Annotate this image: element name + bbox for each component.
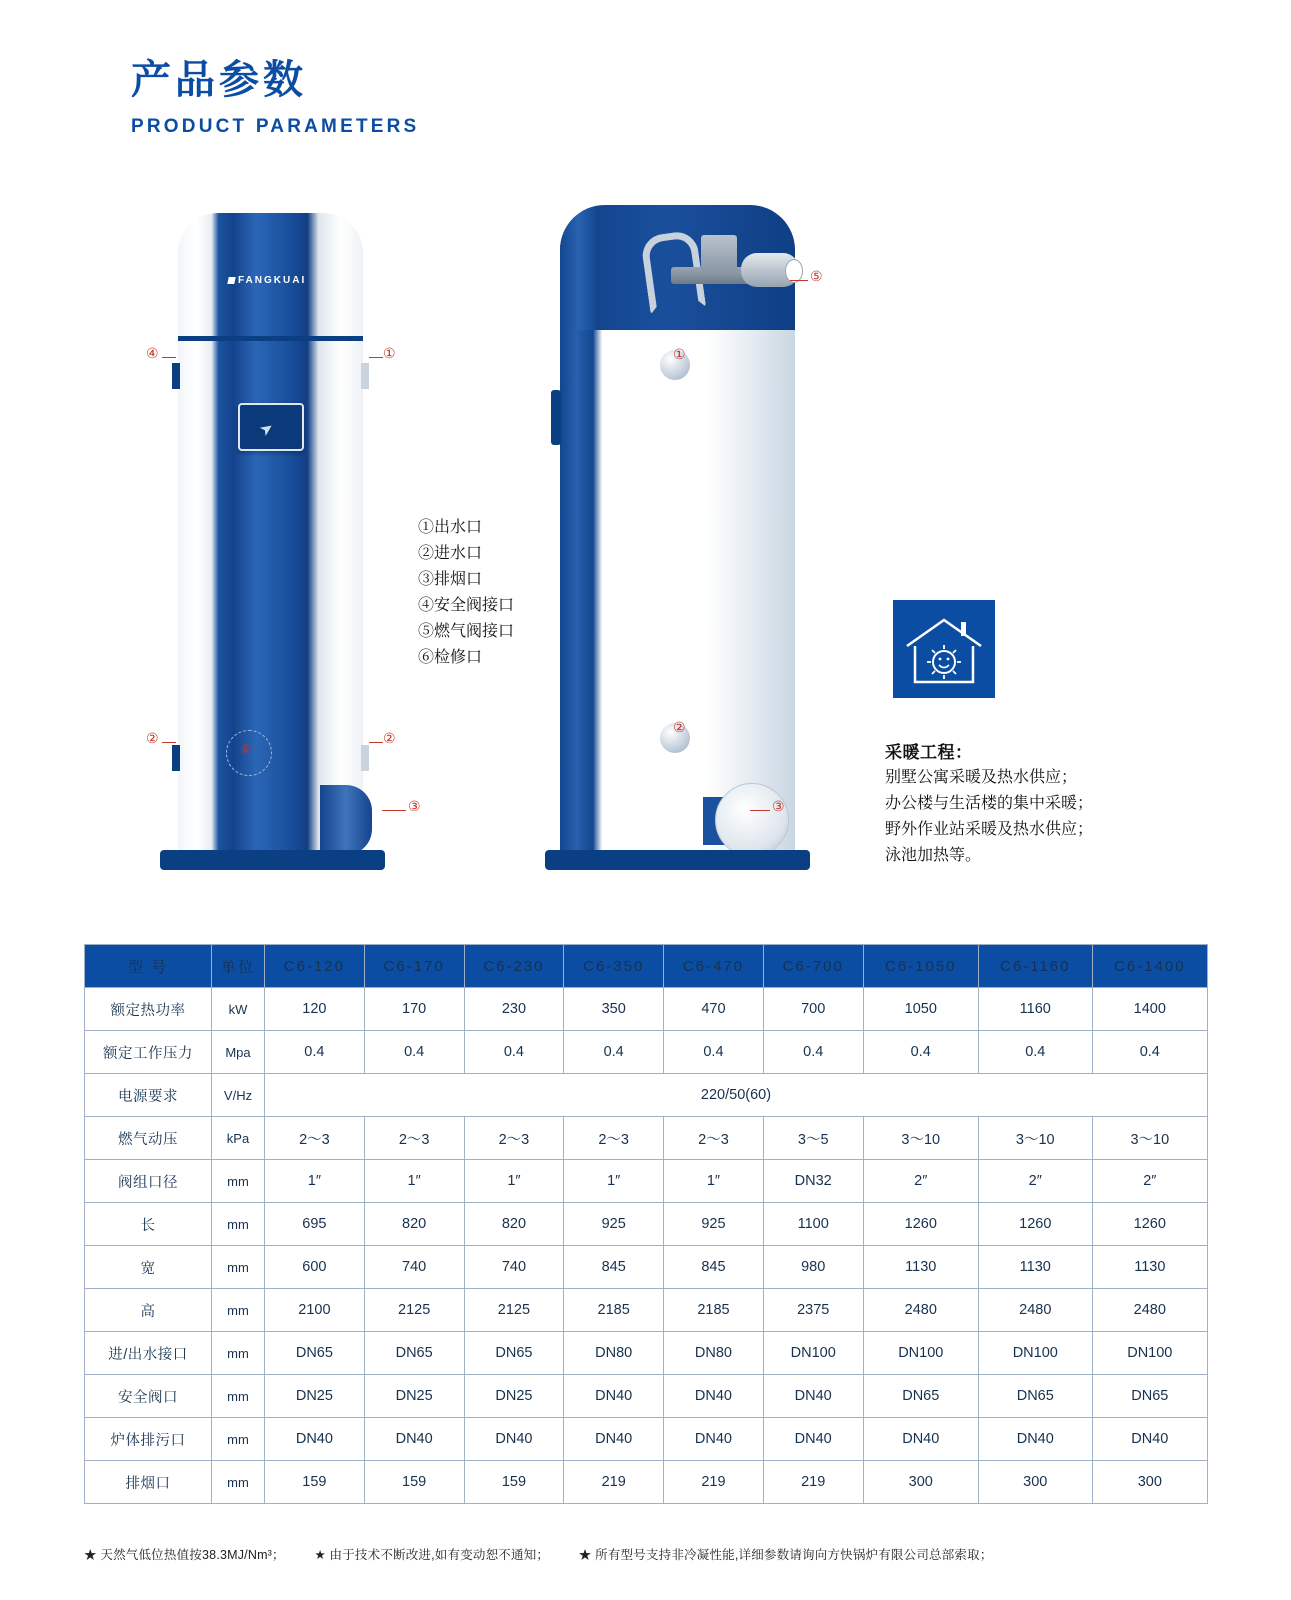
row-unit: mm — [212, 1289, 265, 1332]
cell: 1″ — [564, 1160, 664, 1203]
footnotes — [84, 1545, 1214, 1563]
callout-2-side: ② — [673, 719, 686, 735]
cell: 1260 — [978, 1203, 1092, 1246]
row-label: 高 — [85, 1289, 212, 1332]
cell: DN40 — [364, 1418, 464, 1461]
header-unit: 单位 — [212, 945, 265, 988]
legend-list — [418, 515, 514, 671]
table-row — [85, 1117, 1208, 1160]
cell: 159 — [364, 1461, 464, 1504]
cell: 1″ — [664, 1160, 764, 1203]
callout-2-front-right-leader — [369, 742, 383, 743]
callout-3-front: ③ — [408, 798, 421, 814]
cell: 3～10 — [1092, 1117, 1207, 1160]
cell: 980 — [763, 1246, 863, 1289]
cell: 2″ — [1092, 1160, 1207, 1203]
row-unit: kW — [212, 988, 265, 1031]
side-flue-drum — [715, 783, 789, 857]
cell: DN40 — [1092, 1418, 1207, 1461]
callout-2-front-left-leader — [162, 742, 176, 743]
cell: 1100 — [763, 1203, 863, 1246]
cell: 2480 — [978, 1289, 1092, 1332]
callout-2-front-right: ② — [383, 730, 396, 746]
cell: DN40 — [265, 1418, 365, 1461]
page-title-en: PRODUCT PARAMETERS — [131, 116, 420, 137]
header-col-9: C6-1400 — [1092, 945, 1207, 988]
row-label: 燃气动压 — [85, 1117, 212, 1160]
cell: 350 — [564, 988, 664, 1031]
cell: 1050 — [863, 988, 978, 1031]
cell: 3～10 — [978, 1117, 1092, 1160]
row-unit: mm — [212, 1418, 265, 1461]
front-flue-drum — [320, 785, 372, 855]
valve-block — [701, 235, 737, 271]
cell: 1130 — [978, 1246, 1092, 1289]
cell: DN40 — [763, 1418, 863, 1461]
cell: DN65 — [1092, 1375, 1207, 1418]
legend-item-6: ⑥检修口 — [418, 649, 483, 666]
cell: 2185 — [564, 1289, 664, 1332]
cell: 2125 — [464, 1289, 564, 1332]
application-title: 采暖工程： — [885, 743, 973, 762]
cell: 2～3 — [664, 1117, 764, 1160]
application-line-3: 野外作业站采暖及热水供应； — [885, 821, 1094, 838]
cell: DN40 — [863, 1418, 978, 1461]
legend-item-1: ①出水口 — [418, 519, 483, 536]
table-row — [85, 1375, 1208, 1418]
panel-arrow-icon: ➤ — [256, 418, 278, 441]
cell: 0.4 — [664, 1031, 764, 1074]
cell: 740 — [364, 1246, 464, 1289]
legend-item-2: ②进水口 — [418, 545, 483, 562]
callout-3-front-leader — [382, 810, 406, 811]
row-label: 排烟口 — [85, 1461, 212, 1504]
cell: 3～5 — [763, 1117, 863, 1160]
cell: DN40 — [564, 1375, 664, 1418]
application-lines — [885, 765, 1093, 869]
cell: 1160 — [978, 988, 1092, 1031]
row-unit: mm — [212, 1203, 265, 1246]
cell: 300 — [863, 1461, 978, 1504]
table-header-row — [85, 945, 1208, 988]
front-base — [160, 850, 385, 870]
callout-3-side-leader — [750, 810, 770, 811]
cell: 219 — [664, 1461, 764, 1504]
cell: DN40 — [978, 1418, 1092, 1461]
cell: DN65 — [978, 1375, 1092, 1418]
control-panel — [238, 403, 304, 451]
application-line-1: 别墅公寓采暖及热水供应； — [885, 769, 1078, 786]
cell: 300 — [978, 1461, 1092, 1504]
boiler-front-top-seam — [178, 336, 363, 341]
side-base — [545, 850, 810, 870]
row-label: 宽 — [85, 1246, 212, 1289]
header-model: 型 号 — [85, 945, 212, 988]
cell: 2480 — [863, 1289, 978, 1332]
cell: 0.4 — [464, 1031, 564, 1074]
header-col-1: C6-120 — [265, 945, 365, 988]
cell: 925 — [664, 1203, 764, 1246]
header-col-2: C6-170 — [364, 945, 464, 988]
cell: 1″ — [364, 1160, 464, 1203]
callout-5: ⑤ — [810, 268, 823, 284]
table-row — [85, 1246, 1208, 1289]
cell: DN100 — [763, 1332, 863, 1375]
cell: 700 — [763, 988, 863, 1031]
row-label: 额定热功率 — [85, 988, 212, 1031]
row-label: 炉体排污口 — [85, 1418, 212, 1461]
spec-table — [84, 944, 1208, 1504]
callout-1-side: ① — [673, 346, 686, 362]
cell: 230 — [464, 988, 564, 1031]
cell: 2375 — [763, 1289, 863, 1332]
row-label: 额定工作压力 — [85, 1031, 212, 1074]
callout-5-leader — [790, 280, 808, 281]
cell: DN80 — [564, 1332, 664, 1375]
side-left-port — [551, 390, 561, 445]
cell: 219 — [763, 1461, 863, 1504]
page-title-cn: 产品参数 — [131, 58, 307, 102]
cell: 925 — [564, 1203, 664, 1246]
page-header — [131, 58, 419, 138]
product-illustration — [0, 190, 1291, 910]
cell: 2″ — [863, 1160, 978, 1203]
cell: 2～3 — [265, 1117, 365, 1160]
cell: 845 — [664, 1246, 764, 1289]
legend-item-3: ③排烟口 — [418, 571, 483, 588]
cell: 1400 — [1092, 988, 1207, 1031]
callout-3-side: ③ — [772, 798, 785, 814]
cell: 1260 — [863, 1203, 978, 1246]
table-row — [85, 1160, 1208, 1203]
application-line-4: 泳池加热等。 — [885, 847, 982, 864]
cell: DN40 — [664, 1418, 764, 1461]
row-label: 安全阀口 — [85, 1375, 212, 1418]
cell: 845 — [564, 1246, 664, 1289]
row-label: 进/出水接口 — [85, 1332, 212, 1375]
front-port-left-bottom — [172, 745, 180, 771]
front-port-left-top — [172, 363, 180, 389]
cell: 1″ — [464, 1160, 564, 1203]
row-unit: mm — [212, 1160, 265, 1203]
brand-logo-text: FANGKUAI — [238, 275, 307, 286]
house-sun-icon — [893, 600, 995, 698]
cell: DN65 — [265, 1332, 365, 1375]
table-row — [85, 1418, 1208, 1461]
footnote-1: ★ 天然气低位热值按38.3MJ/Nm³； — [84, 1548, 285, 1562]
cell: DN25 — [364, 1375, 464, 1418]
cell: 0.4 — [265, 1031, 365, 1074]
cell: 1130 — [1092, 1246, 1207, 1289]
table-row — [85, 1289, 1208, 1332]
cell: 2～3 — [564, 1117, 664, 1160]
callout-4-leader — [162, 357, 176, 358]
row-unit: V/Hz — [212, 1074, 265, 1117]
row-unit: mm — [212, 1375, 265, 1418]
boiler-front-body — [178, 213, 363, 858]
cell: DN65 — [364, 1332, 464, 1375]
callout-2-front-left: ② — [146, 730, 159, 746]
cell: 1″ — [265, 1160, 365, 1203]
gas-valve-assembly — [645, 225, 805, 315]
cell: 0.4 — [763, 1031, 863, 1074]
cell: 0.4 — [1092, 1031, 1207, 1074]
row-label: 电源要求 — [85, 1074, 212, 1117]
boiler-front-view — [150, 205, 395, 865]
cell: DN40 — [464, 1418, 564, 1461]
cell: 2125 — [364, 1289, 464, 1332]
header-col-7: C6-1050 — [863, 945, 978, 988]
cell: DN40 — [564, 1418, 664, 1461]
marker-6: ⑥ — [240, 742, 252, 757]
cell: DN40 — [664, 1375, 764, 1418]
cell: DN65 — [464, 1332, 564, 1375]
table-row — [85, 1461, 1208, 1504]
front-port-right-top — [361, 363, 369, 389]
cell: 3～10 — [863, 1117, 978, 1160]
callout-1-front: ① — [383, 345, 396, 361]
cell: 1130 — [863, 1246, 978, 1289]
row-unit: mm — [212, 1461, 265, 1504]
cell: 2100 — [265, 1289, 365, 1332]
cell: 2～3 — [464, 1117, 564, 1160]
cell: 120 — [265, 988, 365, 1031]
cell: DN40 — [763, 1375, 863, 1418]
cell: DN100 — [1092, 1332, 1207, 1375]
legend-item-5: ⑤燃气阀接口 — [418, 623, 515, 640]
callout-1-front-leader — [369, 357, 383, 358]
table-row — [85, 1203, 1208, 1246]
cell: 695 — [265, 1203, 365, 1246]
row-label: 阀组口径 — [85, 1160, 212, 1203]
cell: 740 — [464, 1246, 564, 1289]
table-row — [85, 1332, 1208, 1375]
cell: DN100 — [978, 1332, 1092, 1375]
application-line-2: 办公楼与生活楼的集中采暖； — [885, 795, 1094, 812]
cell: 0.4 — [863, 1031, 978, 1074]
front-port-right-bottom — [361, 745, 369, 771]
row-unit: mm — [212, 1332, 265, 1375]
cell: 170 — [364, 988, 464, 1031]
table-row — [85, 1031, 1208, 1074]
cell: 470 — [664, 988, 764, 1031]
header-col-6: C6-700 — [763, 945, 863, 988]
table-row — [85, 1074, 1208, 1117]
row-unit: kPa — [212, 1117, 265, 1160]
cell: 159 — [464, 1461, 564, 1504]
cell: 0.4 — [978, 1031, 1092, 1074]
callout-4: ④ — [146, 345, 159, 361]
cell: 159 — [265, 1461, 365, 1504]
row-unit: mm — [212, 1246, 265, 1289]
cell: DN80 — [664, 1332, 764, 1375]
cell: 820 — [464, 1203, 564, 1246]
cell: 0.4 — [364, 1031, 464, 1074]
cell: DN25 — [464, 1375, 564, 1418]
cell: 2185 — [664, 1289, 764, 1332]
footnote-3: ★ 所有型号支持非冷凝性能,详细参数请询向方快锅炉有限公司总部索取； — [578, 1548, 993, 1562]
row-label: 长 — [85, 1203, 212, 1246]
cell: 2″ — [978, 1160, 1092, 1203]
cell: 600 — [265, 1246, 365, 1289]
boiler-side-view — [555, 205, 855, 865]
row-unit: Mpa — [212, 1031, 265, 1074]
brand-mark-icon — [227, 277, 235, 284]
cell: 820 — [364, 1203, 464, 1246]
footnote-2: ★ 由于技术不断改进,如有变动恕不通知； — [314, 1548, 550, 1562]
header-col-8: C6-1160 — [978, 945, 1092, 988]
table-row — [85, 988, 1208, 1031]
cell: 0.4 — [564, 1031, 664, 1074]
legend-item-4: ④安全阀接口 — [418, 597, 515, 614]
header-col-3: C6-230 — [464, 945, 564, 988]
cell: 2480 — [1092, 1289, 1207, 1332]
brand-logo — [228, 275, 306, 286]
inspection-hatch — [226, 730, 272, 776]
cell: 1260 — [1092, 1203, 1207, 1246]
cell: DN32 — [763, 1160, 863, 1203]
cell: DN100 — [863, 1332, 978, 1375]
cell: DN25 — [265, 1375, 365, 1418]
header-col-5: C6-470 — [664, 945, 764, 988]
cell: 300 — [1092, 1461, 1207, 1504]
header-col-4: C6-350 — [564, 945, 664, 988]
cell-merged: 220/50(60) — [265, 1074, 1208, 1117]
cell: 219 — [564, 1461, 664, 1504]
cell: DN65 — [863, 1375, 978, 1418]
cell: 2～3 — [364, 1117, 464, 1160]
